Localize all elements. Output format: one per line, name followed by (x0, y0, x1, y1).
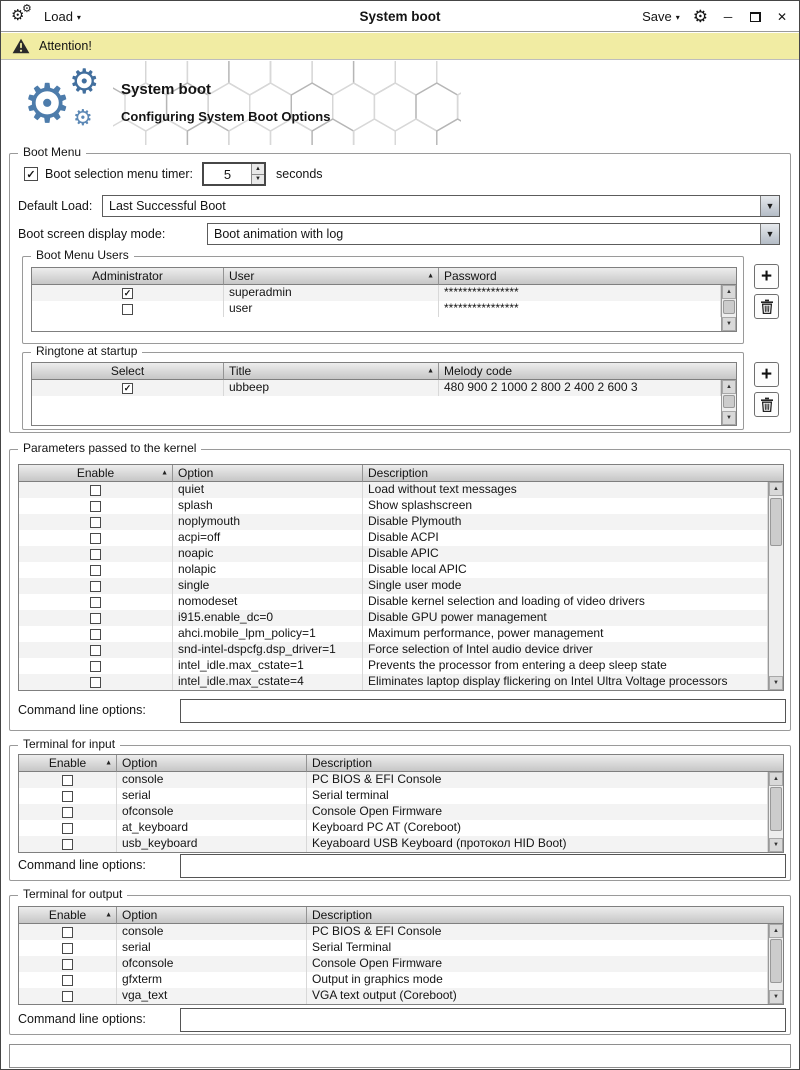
users-table-header (32, 268, 736, 285)
row-checkbox-cell[interactable] (19, 546, 173, 562)
row-checkbox-cell[interactable] (19, 674, 173, 690)
ringtone-section (22, 344, 744, 430)
timer-checkbox[interactable] (24, 167, 38, 181)
users-table-rows (32, 285, 721, 331)
users-delete-button[interactable] (754, 294, 779, 319)
row-cell-user[interactable]: superadmin (224, 285, 439, 301)
scroll-down-icon[interactable]: ▼ (769, 838, 783, 852)
row-checkbox-cell[interactable] (32, 380, 224, 396)
row-cell-option[interactable]: nomodeset (173, 594, 363, 610)
row-checkbox-cell[interactable] (19, 956, 117, 972)
row-cell-description[interactable]: Disable GPU power management (363, 610, 768, 626)
table-row[interactable] (19, 972, 768, 988)
table-row[interactable] (19, 674, 768, 690)
column-header-option[interactable]: Option (117, 907, 307, 924)
row-cell-user[interactable]: user (224, 301, 439, 317)
kernel-cmdline-input[interactable] (180, 699, 786, 723)
row-cell-title[interactable]: ubbeep (224, 380, 439, 396)
row-cell-description[interactable]: Keyaboard USB Keyboard (протокол HID Boot) (307, 836, 768, 852)
boot-menu-legend: Boot Menu (18, 145, 86, 159)
table-row[interactable] (32, 285, 721, 301)
sort-ascending-icon: ▲ (161, 469, 168, 477)
checkbox-unchecked[interactable] (90, 581, 101, 592)
boot-menu-users-section (22, 248, 744, 344)
column-header-enable[interactable]: Enable ▲ (19, 465, 173, 482)
sort-ascending-icon: ▲ (105, 911, 112, 919)
row-checkbox-cell[interactable] (19, 530, 173, 546)
scrollbar-thumb[interactable] (723, 300, 735, 314)
titlebar (1, 1, 799, 32)
row-checkbox-cell[interactable] (19, 924, 117, 940)
timer-spinbox[interactable] (202, 162, 266, 186)
kernel-params-table (18, 464, 784, 691)
users-add-button[interactable] (754, 264, 779, 289)
checkbox-unchecked[interactable] (90, 549, 101, 560)
status-bar (9, 1044, 791, 1068)
window-title: System boot (359, 9, 441, 24)
module-title: System boot (121, 81, 212, 98)
table-row[interactable] (19, 578, 768, 594)
column-header-enable[interactable]: Enable ▲ (19, 755, 117, 772)
scroll-up-icon[interactable]: ▲ (769, 772, 783, 786)
row-cell-description[interactable]: Serial Terminal (307, 940, 768, 956)
checkbox-unchecked[interactable] (90, 645, 101, 656)
table-row[interactable] (19, 924, 768, 940)
table-row[interactable] (19, 988, 768, 1004)
row-cell-option[interactable]: serial (117, 788, 307, 804)
trash-icon (760, 299, 774, 314)
table-row[interactable] (19, 642, 768, 658)
terminal-output-cmdline-label: Command line options: (18, 1012, 146, 1026)
table-row[interactable] (19, 514, 768, 530)
kernel-table-rows (19, 482, 768, 690)
table-row[interactable] (19, 546, 768, 562)
scroll-down-icon[interactable]: ▼ (769, 990, 783, 1004)
display-mode-value: Boot animation with log (214, 227, 344, 241)
checkbox-unchecked[interactable] (122, 304, 133, 315)
maximize-button[interactable] (748, 10, 762, 24)
row-cell-option[interactable]: acpi=off (173, 530, 363, 546)
row-cell-option[interactable]: intel_idle.max_cstate=1 (173, 658, 363, 674)
row-checkbox-cell[interactable] (19, 772, 117, 788)
titlebar-right-group (642, 1, 789, 32)
row-cell-option[interactable]: gfxterm (117, 972, 307, 988)
column-header-select[interactable]: Select (32, 363, 224, 380)
row-cell-option[interactable]: nolapic (173, 562, 363, 578)
checkbox-unchecked[interactable] (62, 943, 73, 954)
row-cell-option[interactable]: splash (173, 498, 363, 514)
kernel-cmdline-label: Command line options: (18, 703, 146, 717)
row-cell-option[interactable]: serial (117, 940, 307, 956)
settings-gear-icon[interactable]: ⚙ (692, 7, 708, 26)
table-row[interactable] (19, 804, 768, 820)
row-cell-option[interactable]: usb_keyboard (117, 836, 307, 852)
row-checkbox-cell[interactable] (19, 578, 173, 594)
maximize-icon (750, 12, 761, 22)
row-cell-option[interactable]: snd-intel-dspcfg.dsp_driver=1 (173, 642, 363, 658)
row-checkbox-cell[interactable] (19, 514, 173, 530)
table-row[interactable] (19, 820, 768, 836)
row-cell-description[interactable]: Load without text messages (363, 482, 768, 498)
row-cell-description[interactable]: Show splashscreen (363, 498, 768, 514)
row-cell-option[interactable]: quiet (173, 482, 363, 498)
checkbox-unchecked[interactable] (90, 565, 101, 576)
table-row[interactable] (19, 940, 768, 956)
scrollbar-track[interactable] (769, 938, 783, 990)
row-checkbox-cell[interactable] (19, 610, 173, 626)
row-checkbox-cell[interactable] (19, 626, 173, 642)
table-row[interactable] (19, 788, 768, 804)
row-cell-option[interactable]: console (117, 924, 307, 940)
scroll-down-icon[interactable]: ▼ (722, 411, 736, 425)
ringtone-table-rows (32, 380, 721, 425)
table-row[interactable] (19, 530, 768, 546)
table-row[interactable] (19, 594, 768, 610)
row-cell-description[interactable]: Serial terminal (307, 788, 768, 804)
row-checkbox-cell[interactable] (19, 804, 117, 820)
default-load-label: Default Load: (18, 199, 93, 213)
row-cell-option[interactable]: console (117, 772, 307, 788)
row-checkbox-cell[interactable] (19, 940, 117, 956)
scroll-down-icon[interactable]: ▼ (769, 676, 783, 690)
terminal-output-section (9, 887, 791, 1035)
users-legend: Boot Menu Users (31, 248, 134, 262)
terminal-input-scrollbar[interactable] (768, 772, 783, 852)
checkbox-unchecked[interactable] (90, 517, 101, 528)
table-row[interactable] (19, 658, 768, 674)
titlebar-left-group (11, 1, 81, 32)
terminal-input-table (18, 754, 784, 853)
close-button[interactable]: ✕ (776, 9, 788, 24)
row-checkbox-cell[interactable] (19, 788, 117, 804)
row-cell-option[interactable]: noapic (173, 546, 363, 562)
table-row[interactable] (19, 836, 768, 852)
ringtone-table (31, 362, 737, 426)
display-mode-combobox[interactable] (207, 223, 780, 245)
row-cell-melody[interactable]: 480 900 2 1000 2 800 2 400 2 600 3 (439, 380, 721, 396)
display-mode-label: Boot screen display mode: (18, 227, 166, 241)
sort-ascending-icon: ▲ (105, 759, 112, 767)
row-cell-option[interactable]: vga_text (117, 988, 307, 1004)
scroll-up-icon[interactable]: ▲ (722, 285, 736, 299)
terminal-input-legend: Terminal for input (18, 737, 120, 751)
checkbox-checked[interactable] (122, 383, 133, 394)
column-header-option[interactable]: Option (117, 755, 307, 772)
trash-icon (760, 397, 774, 412)
row-checkbox-cell[interactable] (19, 562, 173, 578)
timer-value: 5 (223, 166, 232, 182)
users-table-scrollbar[interactable] (721, 285, 736, 331)
checkbox-unchecked[interactable] (90, 661, 101, 672)
row-cell-password[interactable]: **************** (439, 301, 721, 317)
row-cell-description[interactable]: PC BIOS & EFI Console (307, 772, 768, 788)
scroll-down-icon[interactable]: ▼ (722, 317, 736, 331)
terminal-input-table-rows (19, 772, 768, 852)
column-header-enable[interactable]: Enable ▲ (19, 907, 117, 924)
terminal-output-table-header (19, 907, 783, 924)
scrollbar-thumb[interactable] (723, 395, 735, 408)
attention-bar (1, 33, 799, 60)
checkbox-unchecked[interactable] (90, 533, 101, 544)
row-checkbox-cell[interactable] (32, 301, 224, 317)
row-cell-option[interactable]: at_keyboard (117, 820, 307, 836)
row-cell-description[interactable]: Maximum performance, power management (363, 626, 768, 642)
row-cell-option[interactable]: intel_idle.max_cstate=4 (173, 674, 363, 690)
row-cell-description[interactable]: Eliminates laptop display flickering on Intel Ultra Voltage processors (363, 674, 768, 690)
caret-down-icon: ▾ (675, 12, 680, 22)
ringtone-legend: Ringtone at startup (31, 344, 142, 358)
column-header-title[interactable]: Title ▲ (224, 363, 439, 380)
terminal-input-section (9, 737, 791, 881)
checkbox-unchecked[interactable] (62, 775, 73, 786)
terminal-output-legend: Terminal for output (18, 887, 127, 901)
row-cell-description[interactable]: Console Open Firmware (307, 804, 768, 820)
column-header-option[interactable]: Option (173, 465, 363, 482)
checkbox-unchecked[interactable] (90, 613, 101, 624)
scroll-up-icon[interactable]: ▲ (722, 380, 736, 394)
sort-ascending-icon: ▲ (427, 272, 434, 280)
module-subtitle: Configuring System Boot Options (121, 109, 331, 124)
checkbox-unchecked[interactable] (62, 975, 73, 986)
terminal-input-cmdline-input[interactable] (180, 854, 786, 878)
column-header-description[interactable]: Description (307, 907, 783, 924)
row-checkbox-cell[interactable] (19, 972, 117, 988)
row-cell-description[interactable]: Prevents the processor from entering a deep sleep state (363, 658, 768, 674)
row-cell-description[interactable]: VGA text output (Coreboot) (307, 988, 768, 1004)
row-checkbox-cell[interactable] (19, 820, 117, 836)
terminal-output-cmdline-input[interactable] (180, 1008, 786, 1032)
spin-up-icon[interactable]: ▲ (252, 164, 264, 175)
checkbox-checked[interactable] (122, 288, 133, 299)
ringtone-table-header (32, 363, 736, 380)
row-checkbox-cell[interactable] (19, 988, 117, 1004)
checkbox-unchecked[interactable] (90, 629, 101, 640)
combo-arrow-icon[interactable]: ▼ (760, 224, 779, 244)
row-checkbox-cell[interactable] (19, 498, 173, 514)
plus-icon: + (760, 364, 773, 385)
checkbox-unchecked[interactable] (62, 991, 73, 1002)
boot-menu-section (9, 145, 791, 433)
ringtone-delete-button[interactable] (754, 392, 779, 417)
plus-icon: + (760, 266, 773, 287)
row-cell-option[interactable]: ofconsole (117, 956, 307, 972)
table-row[interactable] (19, 482, 768, 498)
row-cell-option[interactable]: ahci.mobile_lpm_policy=1 (173, 626, 363, 642)
attention-label: Attention! (39, 39, 92, 53)
row-checkbox-cell[interactable] (19, 482, 173, 498)
kernel-table-scrollbar[interactable] (768, 482, 783, 690)
load-menu-button[interactable] (44, 9, 81, 24)
column-header-melody[interactable]: Melody code (439, 363, 736, 380)
row-cell-description[interactable]: Disable local APIC (363, 562, 768, 578)
scroll-up-icon[interactable]: ▲ (769, 482, 783, 496)
row-cell-description[interactable]: PC BIOS & EFI Console (307, 924, 768, 940)
checkbox-unchecked[interactable] (62, 807, 73, 818)
table-row[interactable] (19, 562, 768, 578)
scrollbar-thumb[interactable] (770, 939, 782, 983)
scrollbar-track[interactable] (769, 496, 783, 676)
table-row[interactable] (19, 626, 768, 642)
terminal-input-cmdline-label: Command line options: (18, 858, 146, 872)
table-row[interactable] (32, 380, 721, 396)
default-load-combobox[interactable] (102, 195, 780, 217)
table-row[interactable] (19, 498, 768, 514)
timer-label: Boot selection menu timer: (45, 167, 193, 181)
row-cell-option[interactable]: ofconsole (117, 804, 307, 820)
row-checkbox-cell[interactable] (19, 594, 173, 610)
row-cell-password[interactable]: **************** (439, 285, 721, 301)
spin-down-icon[interactable]: ▼ (252, 175, 264, 185)
scrollbar-track[interactable] (722, 394, 736, 411)
row-cell-description[interactable]: Disable ACPI (363, 530, 768, 546)
row-cell-description[interactable]: Disable Plymouth (363, 514, 768, 530)
checkbox-unchecked[interactable] (62, 791, 73, 802)
save-menu-button[interactable] (642, 9, 680, 24)
terminal-input-table-header (19, 755, 783, 772)
row-cell-description[interactable]: Keyboard PC AT (Coreboot) (307, 820, 768, 836)
table-row[interactable] (19, 610, 768, 626)
scrollbar-track[interactable] (769, 786, 783, 838)
sort-ascending-icon: ▲ (427, 367, 434, 375)
terminal-output-table (18, 906, 784, 1005)
caret-down-icon: ▾ (76, 12, 81, 22)
row-cell-description[interactable]: Force selection of Intel audio device driver (363, 642, 768, 658)
checkbox-unchecked[interactable] (62, 823, 73, 834)
table-row[interactable] (19, 956, 768, 972)
row-checkbox-cell[interactable] (19, 658, 173, 674)
scrollbar-track[interactable] (722, 299, 736, 317)
row-cell-description[interactable]: Output in graphics mode (307, 972, 768, 988)
column-header-user[interactable]: User ▲ (224, 268, 439, 285)
row-checkbox-cell[interactable] (19, 642, 173, 658)
kernel-table-header (19, 465, 783, 482)
users-table (31, 267, 737, 332)
scrollbar-thumb[interactable] (770, 498, 782, 546)
column-header-password[interactable]: Password (439, 268, 736, 285)
column-header-description[interactable]: Description (363, 465, 783, 482)
checkbox-unchecked[interactable] (62, 927, 73, 938)
row-cell-option[interactable]: i915.enable_dc=0 (173, 610, 363, 626)
app-gears-icon: ⚙ ⚙ (11, 2, 32, 24)
terminal-output-scrollbar[interactable] (768, 924, 783, 1004)
hexagon-pattern (113, 61, 461, 145)
row-cell-description[interactable]: Console Open Firmware (307, 956, 768, 972)
checkbox-unchecked[interactable] (90, 501, 101, 512)
table-row[interactable] (19, 772, 768, 788)
warning-icon (12, 38, 30, 54)
load-menu-label: Load (44, 9, 73, 24)
checkbox-unchecked[interactable] (90, 485, 101, 496)
ringtone-add-button[interactable] (754, 362, 779, 387)
row-checkbox-cell[interactable] (19, 836, 117, 852)
row-cell-option[interactable]: single (173, 578, 363, 594)
column-header-description[interactable]: Description (307, 755, 783, 772)
checkbox-unchecked[interactable] (90, 677, 101, 688)
scroll-up-icon[interactable]: ▲ (769, 924, 783, 938)
combo-arrow-icon[interactable]: ▼ (760, 196, 779, 216)
ringtone-table-scrollbar[interactable] (721, 380, 736, 425)
minimize-button[interactable]: ─ (723, 9, 733, 24)
default-load-value: Last Successful Boot (109, 199, 226, 213)
checkbox-unchecked[interactable] (62, 839, 73, 850)
save-menu-label: Save (642, 9, 672, 24)
row-cell-option[interactable]: noplymouth (173, 514, 363, 530)
kernel-params-legend: Parameters passed to the kernel (18, 441, 201, 455)
table-row[interactable] (32, 301, 721, 317)
timer-unit-label: seconds (276, 167, 323, 181)
module-header (1, 61, 799, 145)
row-checkbox-cell[interactable] (32, 285, 224, 301)
checkbox-unchecked[interactable] (62, 959, 73, 970)
kernel-params-section (9, 441, 791, 731)
row-cell-description[interactable]: Single user mode (363, 578, 768, 594)
row-cell-description[interactable]: Disable APIC (363, 546, 768, 562)
column-header-administrator[interactable]: Administrator (32, 268, 224, 285)
module-logo-gears-icon: ⚙ ⚙ ⚙ (23, 63, 100, 134)
checkbox-unchecked[interactable] (90, 597, 101, 608)
scrollbar-thumb[interactable] (770, 787, 782, 831)
row-cell-description[interactable]: Disable kernel selection and loading of video drivers (363, 594, 768, 610)
terminal-output-table-rows (19, 924, 768, 1004)
